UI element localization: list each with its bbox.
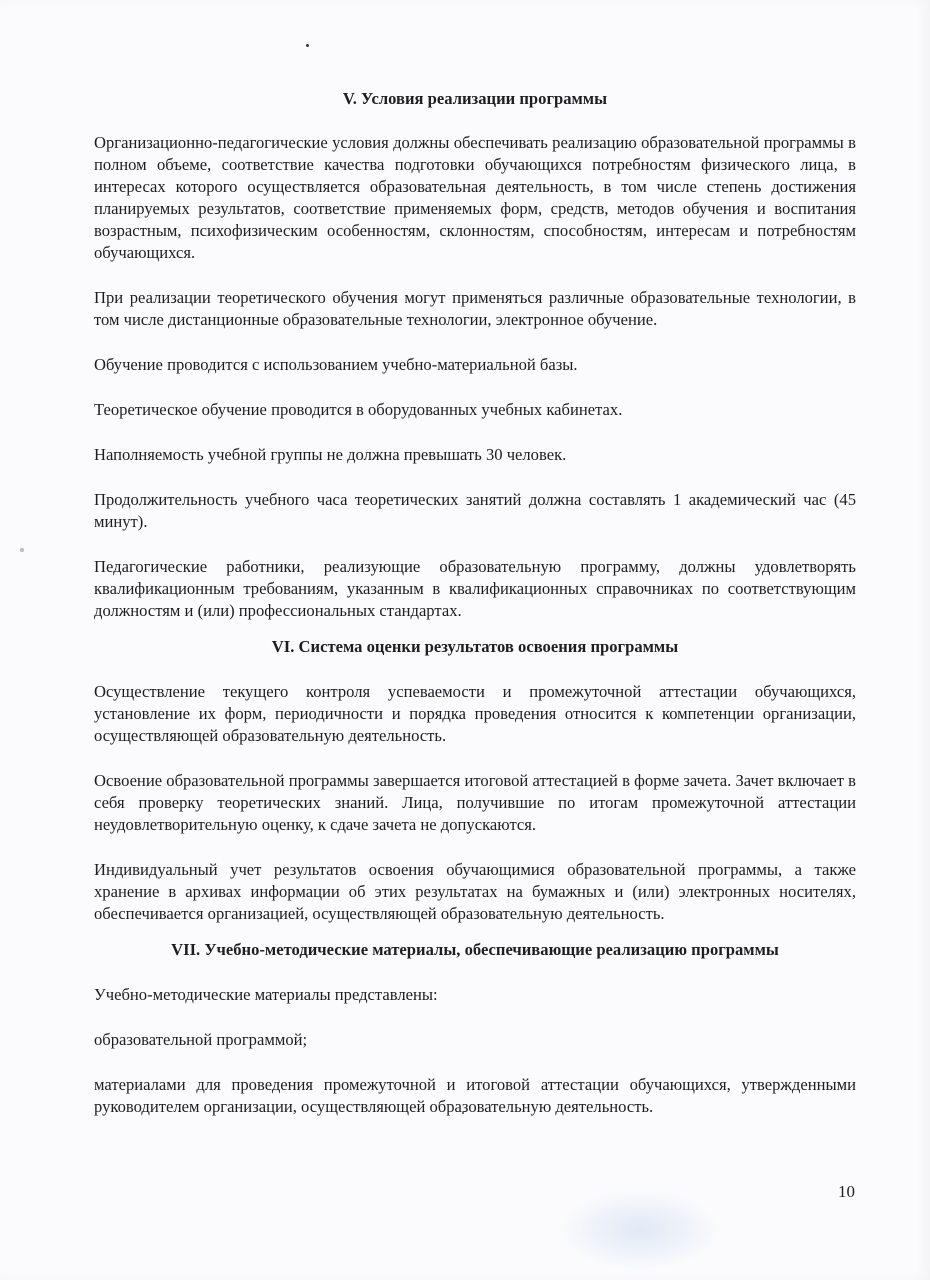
section-5-paragraph: Наполняемость учебной группы не должна превышать 30 человек. bbox=[94, 445, 567, 464]
section-7-paragraph: образовательной программой; bbox=[94, 1030, 308, 1049]
section-6-heading: VI. Система оценки результатов освоения программы bbox=[271, 637, 679, 656]
section-5-heading: V. Условия реализации программы bbox=[342, 89, 608, 108]
section-6-paragraph: Осуществление текущего контроля успеваемости и промежуточной аттестации обучающихся, установление их форм, периодичности и порядка проведения относится к компетенции организации, осуществляющей образовательную деятельность. bbox=[94, 682, 856, 745]
document-body bbox=[94, 80, 856, 1118]
faded-stamp bbox=[560, 1190, 720, 1270]
section-6-paragraph: Освоение образовательной программы завершается итоговой аттестацией в форме зачета. Зачет включает в себя проверку теоретических знаний. Лица, получившие по итогам промежуточной аттестации неудовлетворительную оценку, к сдаче зачета не допускаются. bbox=[94, 771, 856, 834]
paper-speck bbox=[20, 548, 24, 552]
page-number: 10 bbox=[838, 1182, 855, 1201]
section-5-paragraph: Теоретическое обучение проводится в оборудованных учебных кабинетах. bbox=[94, 400, 623, 419]
section-6-paragraph: Индивидуальный учет результатов освоения обучающимися образовательной программы, а также хранение в архивах информации об этих результатах на бумажных и (или) электронных носителях, обеспечивается организацией, осуществляющей образовательную деятельность. bbox=[94, 860, 856, 923]
section-5-paragraph: Организационно-педагогические условия должны обеспечивать реализацию образовательной программы в полном объеме, соответствие качества подготовки обучающихся потребностям физического лица, в интересах которого осуществляется образовательная деятельность, в том числе степень достижения планируемых результатов, соответствие применяемых форм, средств, методов обучения и воспитания возрастным, психофизическим особенностям, склонностям, способностям, интересам и потребностям обучающихся. bbox=[94, 133, 856, 262]
section-7-heading: VII. Учебно-методические материалы, обеспечивающие реализацию программы bbox=[171, 940, 779, 959]
section-5-paragraph: Педагогические работники, реализующие образовательную программу, должны удовлетворять квалификационным требованиям, указанным в квалификационных справочниках по соответствующим должностям и (или) профессиональных стандартах. bbox=[94, 557, 856, 620]
paper-speck bbox=[306, 44, 309, 47]
section-5-paragraph: Продолжительность учебного часа теоретических занятий должна составлять 1 академический час (45 минут). bbox=[94, 490, 856, 531]
section-7-paragraph: Учебно-методические материалы представлены: bbox=[94, 985, 438, 1004]
section-5-paragraph: При реализации теоретического обучения могут применяться различные образовательные технологии, в том числе дистанционные образовательные технологии, электронное обучение. bbox=[94, 288, 856, 329]
section-5-paragraph: Обучение проводится с использованием учебно-материальной базы. bbox=[94, 355, 578, 374]
section-7-paragraph: материалами для проведения промежуточной и итоговой аттестации обучающихся, утвержденными руководителем организации, осуществляющей образовательную деятельность. bbox=[94, 1075, 856, 1116]
